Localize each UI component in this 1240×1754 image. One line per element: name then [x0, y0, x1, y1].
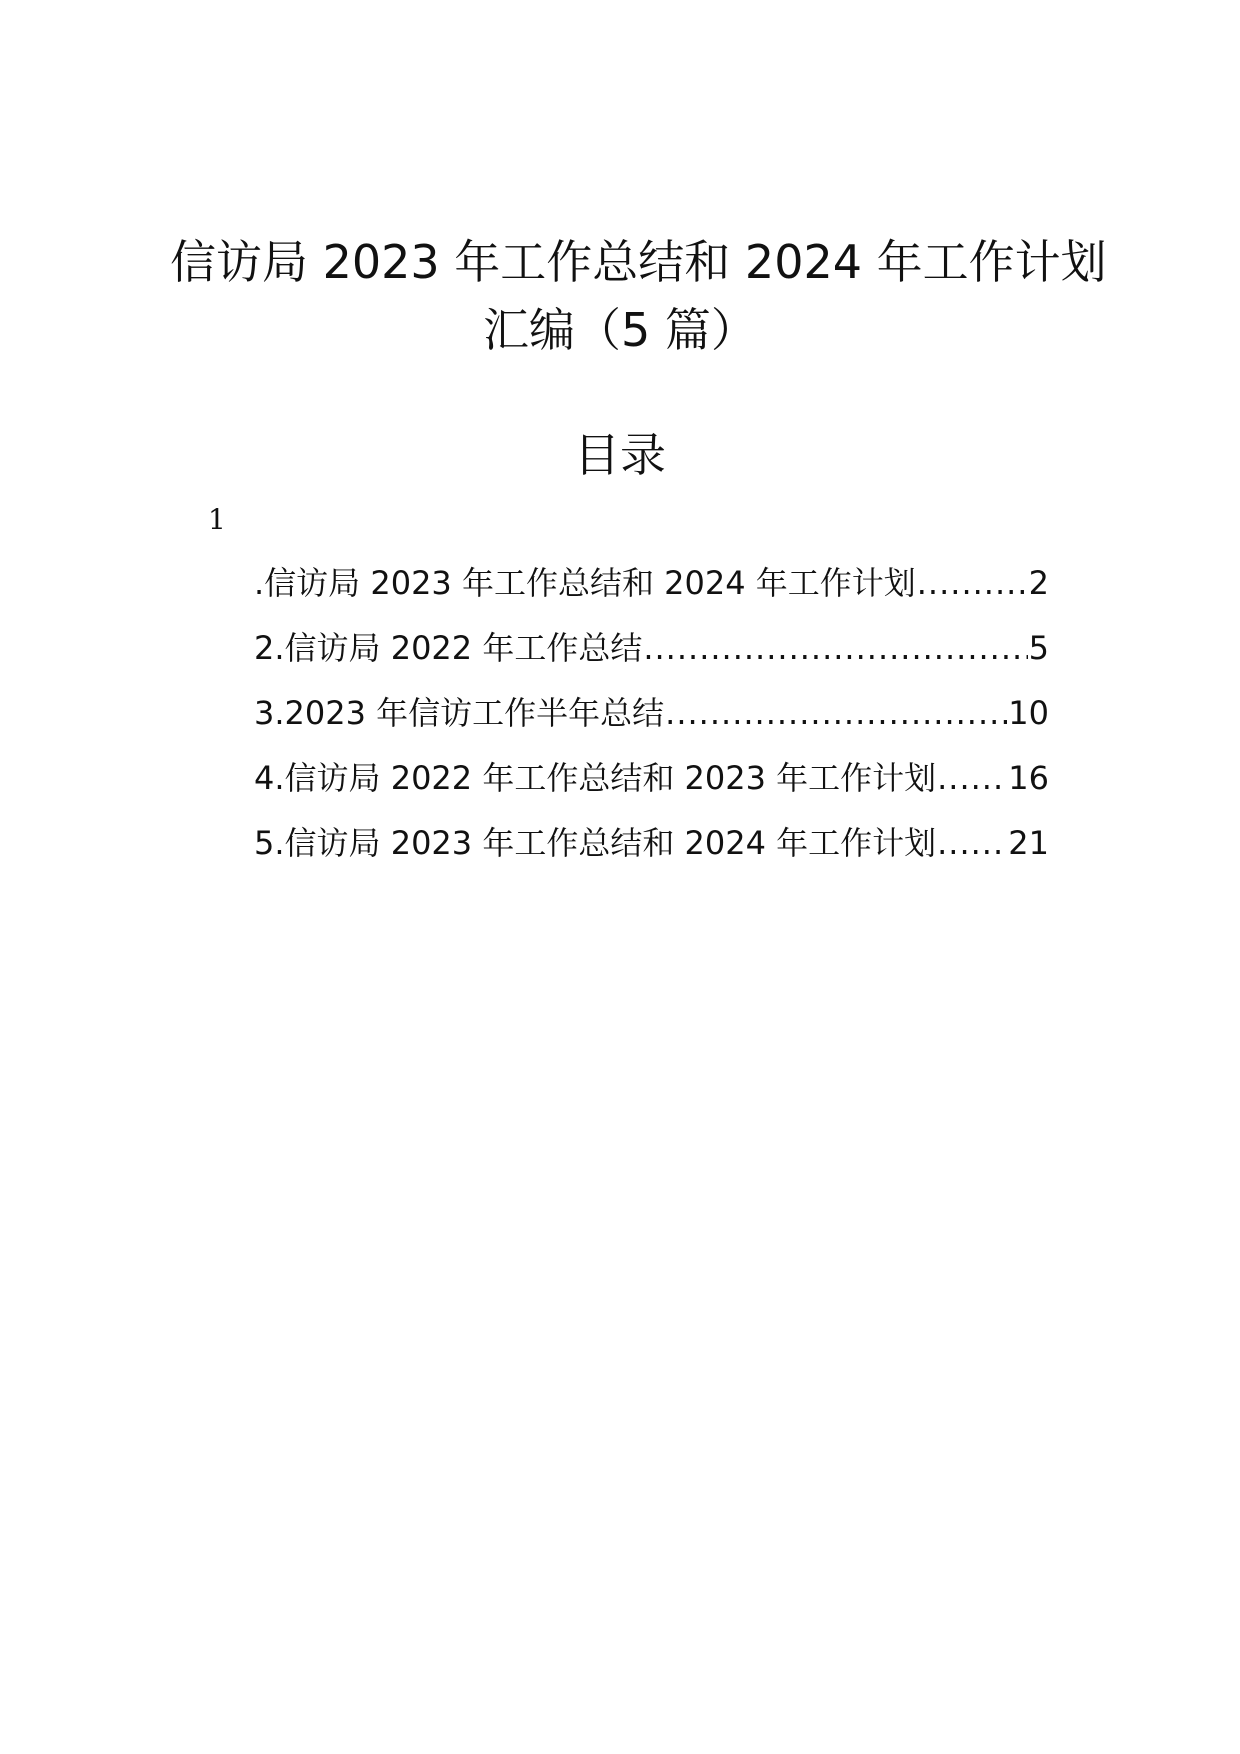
toc-entry-title: 2.信访局 2022 年工作总结 [254, 629, 643, 667]
toc-entry-title: 4.信访局 2022 年工作总结和 2023 年工作计划 [254, 759, 937, 797]
toc-page-number: 21 [1008, 824, 1049, 862]
toc-page-number: 5 [1028, 629, 1049, 667]
toc-entry-title: .信访局 2023 年工作总结和 2024 年工作计划 [254, 564, 916, 602]
toc-entry-title: 5.信访局 2023 年工作总结和 2024 年工作计划 [254, 824, 937, 862]
toc-entry-4[interactable] [254, 755, 1049, 820]
toc-page-number: 2 [1028, 564, 1049, 602]
stray-list-number: 1 [208, 503, 226, 536]
toc-dot-leader [937, 820, 1007, 866]
toc-entry-3[interactable] [254, 690, 1049, 755]
toc-page-number: 10 [1008, 694, 1049, 732]
toc-dot-leader [917, 560, 1028, 606]
toc-heading: 目录 [574, 428, 666, 482]
toc-page-number: 16 [1008, 759, 1049, 797]
document-title-line-2: 汇编（5 篇） [483, 303, 757, 357]
document-title-line-1: 信访局 2023 年工作总结和 2024 年工作计划 [170, 235, 1107, 289]
table-of-contents [254, 560, 1049, 885]
toc-dot-leader [643, 625, 1027, 671]
toc-dot-leader [665, 690, 1007, 736]
document-title [170, 228, 1107, 364]
toc-dot-leader [937, 755, 1007, 801]
toc-entry-2[interactable] [254, 625, 1049, 690]
toc-entry-1[interactable] [254, 560, 1049, 625]
toc-entry-title: 3.2023 年信访工作半年总结 [254, 694, 665, 732]
toc-entry-5[interactable] [254, 820, 1049, 885]
